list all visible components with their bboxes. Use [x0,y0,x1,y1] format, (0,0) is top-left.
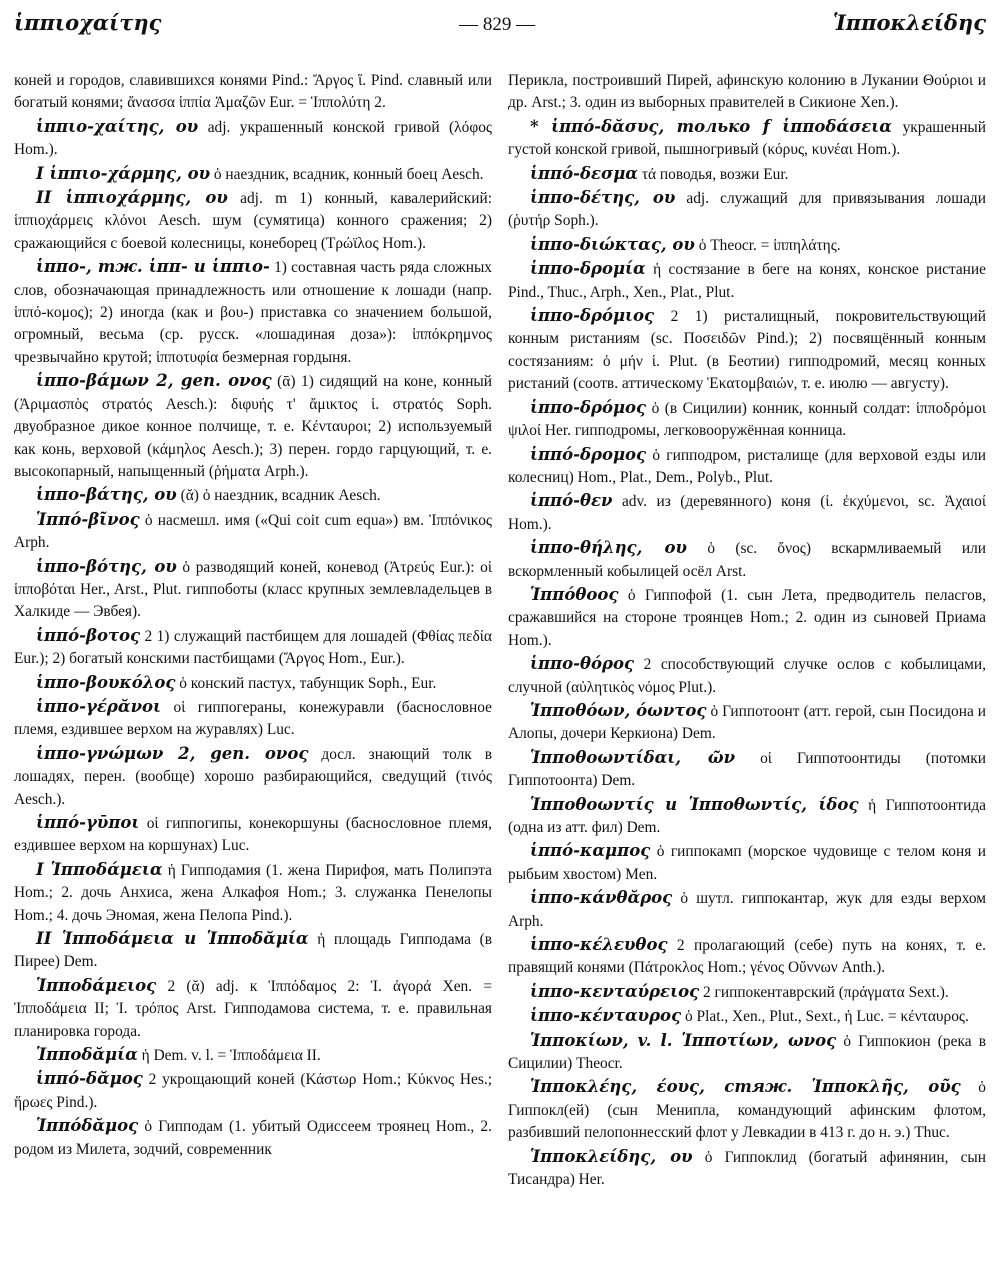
entry-definition: ὁ шутл. гиппокантар, жук для езды верхом Arph. [508,890,986,930]
entry-definition: ὁ Plat., Xen., Plut., Sext., ἡ Luc. = κένταυρος. [684,1008,969,1026]
entry-definition: украшенный густой конской гривой, пышногривый (κόρυς, κυνέαι Hom.). [508,118,986,159]
dictionary-entry [508,397,986,443]
entry-definition: 2 (ᾰ) adj. к Ἱππόδαμος 2: Ἱ. ἀγορά Xen. = Ἱπποδάμεια II; Ἱ. τρόπος Arst. Гипподамова система, т. е. правильная планировка города. [14,977,492,1040]
entry-headword: Ἱππό-βῖνος [36,509,140,529]
dictionary-entry [508,840,986,886]
entry-headword: ἱππο-βουκόλος [36,672,176,692]
dictionary-entry [508,163,986,186]
left-column [14,70,492,1274]
entry-definition: (ᾱ) 1) сидящий на коне, конный (Ἀριμασπὸς στρατός Aesch.): διφυής τ' ἄμικτος ἱ. στρατός Soph. двуобразное дикое конное полчище, т. е. Κένταυροι; 2) используемый как конь, верховой (κάμηλος Aesch.); 3) перен. гордо гарцующий, т. е. высокопарный, напыщенный (ῥήματα Arph.). [14,373,492,480]
entry-headword: II ἱππιοχάρμης, ου [36,188,228,208]
dictionary-entry [508,934,986,980]
entry-definition: Перикла, построивший Пирей, афинскую колонию в Лукании Θούριοι и др. Arst.; 3. один из выборных правителей в Сикионе Xen.). [508,72,986,112]
entry-definition: ὁ Гиппофой (1. сын Лета, предводитель пеласгов, сражавшийся на стороне троянцев Hom.; 2. один из сыновей Приама Hom.). [508,586,986,649]
entry-headword: ἱππο-θόρος [530,654,635,674]
entry-definition: οἱ гиппогераны, конежуравли (баснословное племя, ездившее верхом на журавлях) Luc. [14,698,492,739]
entry-headword: ἱππο-κάνθᾰρος [530,888,673,908]
entry-headword: ἱππο-βάτης, ου [36,485,177,505]
entry-headword: ἱππο-διώκτας, ου [530,234,695,254]
dictionary-entry [508,70,986,115]
entry-definition: 1) составная часть ряда сложных слов, обозначающая принадлежность или отношение к лошади (напр. ἱππό-κομος); 2) иногда (как и βου-) приставка со значением большой, огромный, весьма (ср. русск. «лошадиная доза»): ἱππόκρημνος чрезвычайно крутой; ἱπποτυφία безмерная гордыня. [14,259,492,366]
dictionary-entry [14,256,492,369]
entry-definition: ὁ Гиппоклид (богатый афинянин, сын Тисандра) Her. [508,1148,986,1189]
entry-definition: 2 пролагающий (себе) путь на конях, т. е. правящий конями (Πάτροκλος Hom.; γένος Οὔννων Anth.). [508,937,986,977]
entry-definition: досл. знающий толк в лошадях, перен. (вообще) хорошо разбирающийся, сведущий (τινός Aesch.). [14,745,492,808]
entry-headword: Ἱπποθόων, όωντος [530,700,707,720]
dictionary-entry [508,537,986,583]
entry-definition: ὁ Гиппокион (река в Сицилии) Theocr. [508,1032,986,1073]
dictionary-entry [508,1005,986,1028]
entry-headword: ἱππό-θεν [530,491,613,511]
entry-headword: ἱππό-δεσμα [530,163,638,183]
entry-headword: Ἱπποκίων, v. l. Ἱπποτίων, ωνος [530,1030,837,1050]
entry-definition: ὁ насмешл. имя («Qui coit cum equa») вм. Ἱππόνικος Arph. [14,511,492,552]
entry-definition: ὁ конский пастух, табунщик Soph., Eur. [179,674,437,692]
entry-definition: ὁ гиппокамп (морское чудовище с телом коня и рыбьим хвостом) Men. [508,843,986,883]
dictionary-entry [508,1076,986,1144]
entry-headword: ἱππο-κένταυρος [530,1006,682,1026]
dictionary-entry [14,484,492,507]
dictionary-entry [14,509,492,555]
entry-headword: ἱππό-καμπος [530,841,651,861]
dictionary-entry [508,305,986,396]
entry-headword: * ἱππό-δᾰσυς, только f ἱπποδάσεια [530,116,892,136]
entry-definition: adj. m 1) конный, кавалерийский: ἱππιοχάρμεις κλόνοι Aesch. шум (сумятица) конного сражения; 2) сражающийся с боевой колесницы, конеборец (Τρώϊλος Hom.). [14,190,492,252]
running-head-left: ἱππιοχαίτης [14,10,162,35]
entry-headword: ἱππό-δρομος [530,444,647,464]
dictionary-entry [508,653,986,699]
entry-definition: ὁ (в Сицилии) конник, конный солдат: ἱπποδρόμοι ψιλοί Her. гипподромы, легковооружённая конница. [508,399,986,440]
dictionary-entry [14,743,492,811]
entry-headword: ἱππό-δᾰμος [36,1069,143,1089]
entry-definition: adv. из (деревянного) коня (ἱ. ἐκχύμενοι, sc. Ἀχαιοί Hom.). [508,493,986,533]
entry-definition: adj. украшенный конской гривой (λόφος Hom.). [14,118,492,159]
entry-headword: ἱππο-κέλευθος [530,935,668,955]
dictionary-entry [14,859,492,927]
entry-definition: ὁ наездник, всадник, конный боец Aesch. [213,165,484,183]
dictionary-entry [508,1146,986,1192]
dictionary-entry [14,116,492,162]
dictionary-entry [14,928,492,974]
entry-definition: ὁ Гиппокл(ей) (сын Менипла, командующий афинским флотом, разбивший пелопоннесский флот у Левкадии в 413 г. до н. э.) Thuc. [508,1079,986,1142]
dictionary-entry [14,70,492,115]
dictionary-entry [14,1068,492,1114]
dictionary-entry [508,794,986,840]
dictionary-entry [508,887,986,933]
entry-headword: ἱππιο-χαίτης, ου [36,116,199,136]
page-number: — 829 — [459,14,536,35]
dictionary-entry [508,234,986,257]
dictionary-entry [14,975,492,1043]
entry-headword: I ἱππιο-χάρμης, ου [36,163,211,183]
entry-headword: ἱππο-γνώμων 2, gen. ονος [36,743,309,763]
entry-definition: ἡ Гиппотоонтида (одна из атт. фил) Dem. [508,796,986,836]
dictionary-entry [508,1030,986,1076]
entry-headword: ἱππο-δρόμος [530,397,647,417]
entry-definition: 2 1) служащий пастбищем для лошадей (Φθίας πεδία Eur.); 2) богатый конскими пастбищами (Ἄργος Hom., Eur.). [14,627,492,668]
entry-headword: Ἱππόδᾰμος [36,1116,139,1136]
dictionary-entry [508,981,986,1004]
entry-definition: ἡ Dem. v. l. = Ἱπποδάμεια II. [141,1047,321,1065]
entry-definition: 2 способствующий случке ослов с кобылицами, случной (αὐλητικὸς νόμος Plut.). [508,656,986,696]
entry-definition: ὁ гипподром, ристалище (для верховой езды или колесниц) Hom., Plat., Dem., Polyb., Plut. [508,446,986,486]
dictionary-entry [14,556,492,624]
dictionary-entry [14,370,492,483]
dictionary-entry [14,163,492,186]
entry-definition: ἡ Гипподамия (1. жена Пирифоя, мать Полипэта Hom.; 2. дочь Анхиса, жена Алкафоя Hom.; 3. служанка Пенелопы Hom.; 4. дочь Эномая, жена Пелопа Pind.). [14,861,492,924]
entry-headword: Ἱπποθοωντίς и Ἱπποθωντίς, ίδος [530,794,859,814]
entry-headword: ἱππο-δρομία [530,259,646,279]
entry-headword: Ἱπποκλείδης, ου [530,1146,693,1166]
entry-headword: Ἱπποδάμειος [36,975,157,995]
dictionary-entry [508,258,986,304]
entry-definition: οἱ Гиппотоонтиды (потомки Гиппотоонта) Dem. [508,749,986,790]
entry-definition: (ᾰ) ὁ наездник, всадник Aesch. [180,487,381,505]
entry-definition: ὁ Гипподам (1. убитый Одиссеем троянец Hom., 2. родом из Милета, зодчий, современник [14,1118,492,1158]
entry-definition: коней и городов, славившихся конями Pind.: Ἄργος ἵ. Pind. славный или богатый конями; ἄνασσα ἱππία Ἀμαζῶν Eur. = Ἱππολύτη 2. [14,72,492,112]
dictionary-entry [508,116,986,162]
entry-definition: 2 1) ристалищный, покровительствующий конным ристаниям (sc. Ποσειδῶν Pind.); 2) посвящённый конным состязаниям: ὁ μήν ἱ. Plut. (в Беотии) гипподромий, месяц конных ристаний (соотв. аттическому Ἑκατομβαιών, т. е. июлю — августу). [508,308,986,393]
dictionary-entry [508,700,986,746]
entry-headword: Ἱππόθοος [530,584,619,604]
entry-headword: ἱππο-δρόμιος [530,306,655,326]
entry-headword: ἱππο-βότης, ου [36,556,177,576]
dictionary-entry [508,444,986,490]
entry-headword: ἱππο-γέρᾰνοι [36,696,162,716]
dictionary-columns [14,70,986,1274]
dictionary-entry [14,187,492,255]
entry-headword: ἱππό-βοτος [36,625,141,645]
dictionary-entry [14,625,492,671]
entry-headword: Ἱπποθοωντίδαι, ῶν [530,747,736,767]
entry-headword: ἱππο-δέτης, ου [530,188,676,208]
dictionary-entry [14,812,492,858]
entry-headword: I Ἱπποδάμεια [36,859,163,879]
entry-headword: ἱππο-, тж. ἱππ- и ἱππιο- [36,257,270,277]
entry-definition: τά поводья, возжи Eur. [641,165,789,183]
dictionary-entry [14,1115,492,1161]
dictionary-entry [14,1044,492,1067]
right-column [508,70,986,1274]
dictionary-entry [14,696,492,742]
entry-definition: ὁ Theocr. = ἱππηλάτης. [698,236,841,254]
running-head-right: Ἱπποκλείδης [832,10,986,35]
entry-headword: Ἱπποδᾰμία [36,1045,138,1065]
entry-definition: ἡ состязание в беге на конях, конское ристание Pind., Thuc., Arph., Xen., Plat., Plut. [508,261,986,301]
dictionary-entry [508,747,986,793]
entry-headword: ἱππο-θήλης, ου [530,538,688,558]
entry-definition: ὁ Гиппотоонт (атт. герой, сын Посидона и Алопы, дочери Керкиона) Dem. [508,702,986,743]
entry-definition: 2 гиппокентаврский (πράγματα Sext.). [702,983,949,1001]
entry-definition: οἱ гиппогипы, конекоршуны (баснословное племя, ездившее верхом на коршунах) Luc. [14,815,492,855]
entry-headword: Ἱπποκλέης, έους, стяж. Ἱπποκλῆς, οῦς [530,1077,961,1097]
dictionary-entry [508,187,986,233]
entry-headword: II Ἱπποδάμεια и Ἱπποδᾰμία [36,929,309,949]
entry-definition: adj. служащий для привязывания лошади (ῥυτήρ Soph.). [508,190,986,230]
page-header [14,10,986,44]
dictionary-entry [508,584,986,652]
entry-headword: ἱππο-βάμων 2, gen. ονος [36,371,272,391]
dictionary-entry [14,672,492,695]
entry-definition: ὁ (sc. ὄνος) вскармливаемый или вскормленный кобылицей осёл Arst. [508,540,986,580]
entry-headword: ἱππο-κενταύρειος [530,981,700,1001]
entry-definition: ὁ разводящий коней, коневод (Ἀτρεύς Eur.): οἱ ἱπποβόται Her., Arst., Plut. гиппоботы (класс крупных землевладельцев в Халкиде — Эвбея). [14,558,492,621]
entry-headword: ἱππό-γῡποι [36,813,140,832]
entry-definition: 2 укрощающий коней (Κάστωρ Hom.; Κύκνος Hes.; ἥρωες Pind.). [14,1071,492,1111]
dictionary-entry [508,490,986,536]
entry-definition: ἡ площадь Гипподама (в Пирее) Dem. [14,931,492,971]
